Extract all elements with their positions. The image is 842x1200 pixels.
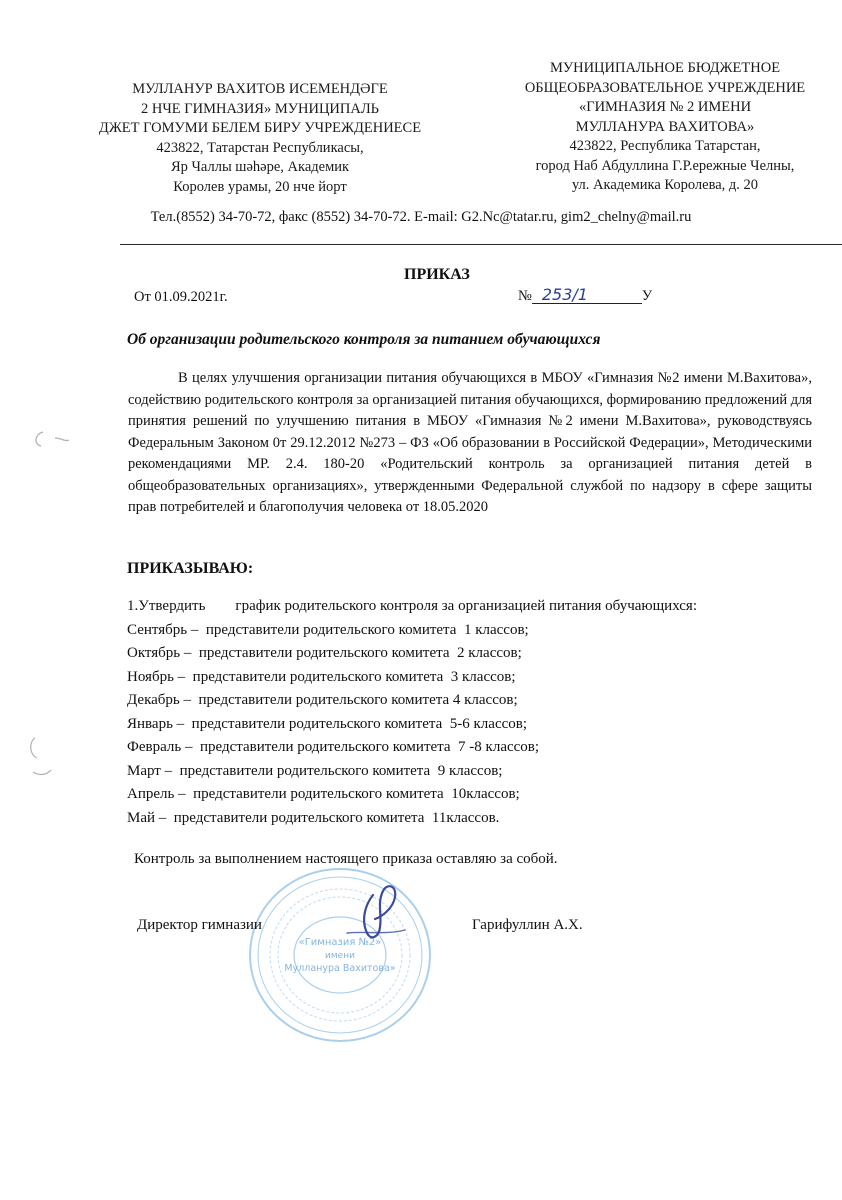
schedule-item: Ноябрь – представители родительского комитета 3 классов;: [127, 668, 516, 685]
header-left-line: 2 НЧЕ ГИМНАЗИЯ» МУНИЦИПАЛЬ: [140, 100, 379, 117]
header-right-line: город Наб Абдуллина Г.Р.ережные Челны,: [535, 157, 795, 174]
schedule-item: 1.Утвердить график родительского контроля за организацией питания обучающихся:: [127, 598, 697, 614]
seal-text-3: Мулланура Вахитова»: [284, 963, 396, 974]
header-left-line: Королев урамы, 20 нче йорт: [173, 178, 347, 195]
intro-paragraph: В целях улучшения организации питания обучающихся в МБОУ «Гимназия №2 имени М.Вахитова», содействию родительского контроля за организацией питания обучающихся, формированию предложений для принятия решений по улучшению питания в МБОУ «Гимназия №2 имени М.Вахитова», руководствуясь Федеральным Законом 0т 29.12.2012 №273 – ФЗ «Об образовании в Российской Федерации», Методическими рекомендациями МР. 2.4. 180-20 «Родительский контроль за организацией питания детей в общеобразовательных организациях», утвержденными Федеральной службой по надзору в сфере защиты прав потребителей и благополучия человека от 18.05.2020: [128, 370, 813, 515]
margin-marks: [25, 420, 75, 780]
order-title: ПРИКАЗ: [404, 266, 470, 283]
order-date: От 01.09.2021г.: [134, 289, 228, 305]
header-right-line: ОБЩЕОБРАЗОВАТЕЛЬНОЕ УЧРЕЖДЕНИЕ: [524, 79, 806, 96]
header-right-line: «ГИМНАЗИЯ № 2 ИМЕНИ: [578, 99, 752, 115]
order-number-prefix: №: [518, 288, 532, 304]
order-number-suffix: У: [641, 288, 653, 304]
schedule-item: Май – представители родительского комитета 11классов.: [127, 809, 500, 826]
seal-text-2: имени: [325, 951, 355, 961]
signature-position: Директор гимназии: [137, 917, 262, 933]
order-number: [518, 287, 652, 305]
header-left-line: МУЛЛАНУР ВАХИТОВ ИСЕМЕНДӘГЕ: [132, 81, 388, 97]
schedule-list: [127, 595, 697, 830]
header-right-line: ул. Академика Королева, д. 20: [571, 177, 759, 193]
schedule-item: Декабрь – представители родительского комитета 4 классов;: [127, 692, 518, 708]
contacts-line: Тел.(8552) 34-70-72, факс (8552) 34-70-72. E-mail: G2.Nc@tatar.ru, gim2_chelny@mail.ru: [150, 209, 692, 225]
header-right-line: 423822, Республика Татарстан,: [569, 138, 761, 154]
schedule-item: Февраль – представители родительского комитета 7 -8 классов;: [127, 739, 540, 755]
order-number-handwritten: 253/1: [532, 287, 642, 304]
handwritten-signature: [325, 875, 425, 955]
schedule-item: Январь – представители родительского комитета 5-6 классов;: [127, 715, 528, 732]
seal-text-1: «Гимназия №2»: [298, 937, 382, 948]
schedule-item: Сентябрь – представители родительского комитета 1 классов;: [127, 621, 529, 638]
header-right-line: МУЛЛАНУРА ВАХИТОВА»: [575, 118, 755, 135]
signature-name: Гарифуллин А.Х.: [472, 917, 583, 933]
header-right-line: МУНИЦИПАЛЬНОЕ БЮДЖЕТНОЕ: [549, 60, 781, 76]
schedule-item: Март – представители родительского комитета 9 классов;: [127, 762, 503, 779]
header-left-line: ДЖЕТ ГОМУМИ БЕЛЕМ БИРУ УЧРЕЖДЕНИЕСЕ: [98, 120, 422, 136]
header-right: [488, 59, 842, 196]
header-divider: [120, 244, 842, 245]
control-statement: Контроль за выполнением настоящего приказа оставляю за собой.: [134, 851, 558, 867]
schedule-item: Октябрь – представители родительского комитета 2 классов;: [127, 645, 522, 661]
prikazyvayu-heading: ПРИКАЗЫВАЮ:: [127, 560, 254, 577]
header-left-line: 423822, Татарстан Республикасы,: [156, 139, 364, 156]
header-left-line: Яр Чаллы шәһәре, Академик: [170, 159, 350, 175]
schedule-item: Апрель – представители родительского комитета 10классов;: [127, 786, 520, 802]
order-subject: Об организации родительского контроля за питанием обучающихся: [127, 331, 601, 348]
header-left: [70, 80, 450, 197]
